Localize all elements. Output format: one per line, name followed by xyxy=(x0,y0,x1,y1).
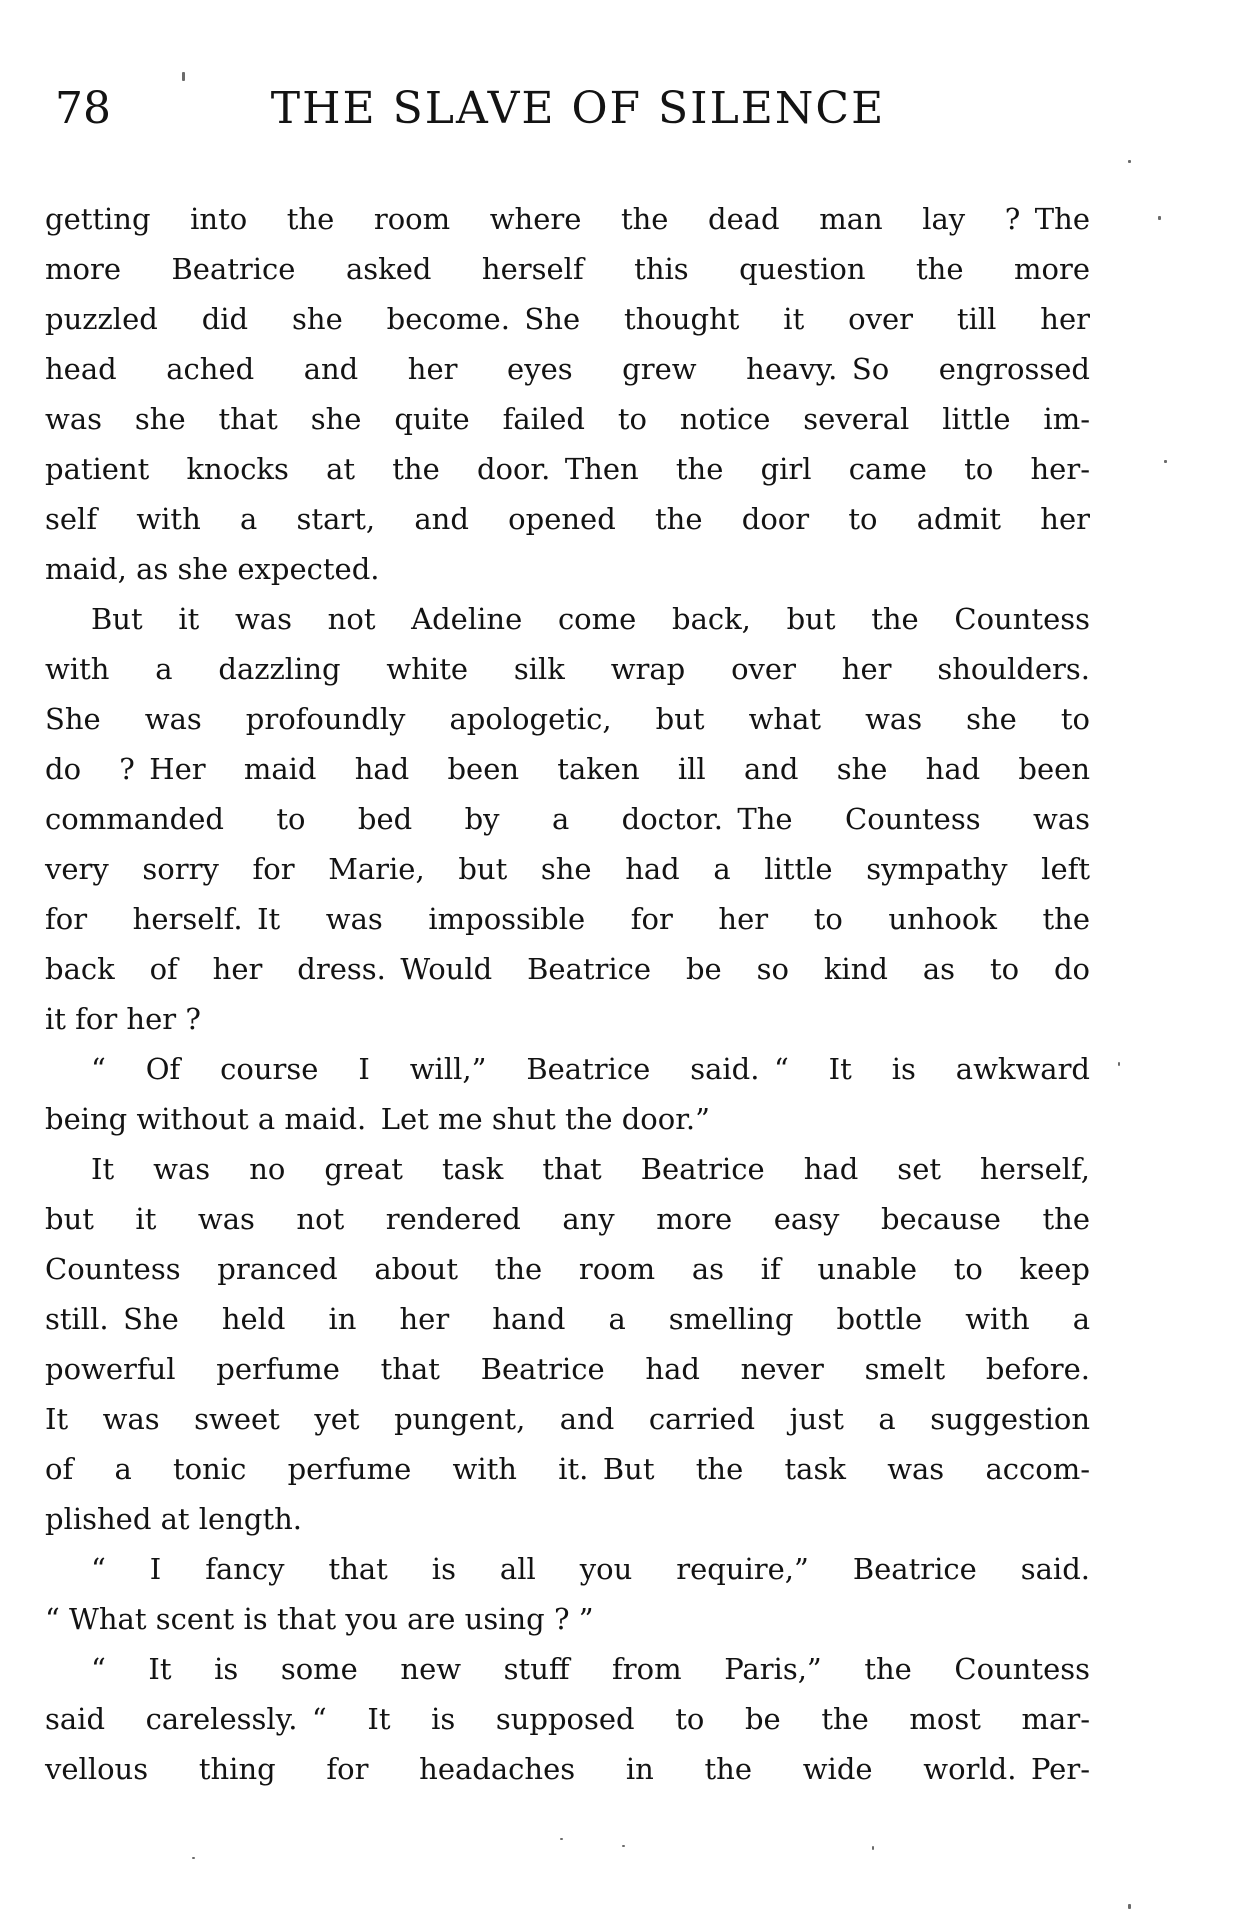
page-header xyxy=(0,83,1250,136)
text-line: it for her ? xyxy=(45,1002,201,1036)
scan-speck xyxy=(1118,1062,1120,1066)
text-line: “ What scent is that you are using ? ” xyxy=(45,1602,594,1636)
text-line: Countess pranced about the room as if unable to keep xyxy=(45,1252,1090,1286)
text-line: plished at length. xyxy=(45,1502,303,1536)
text-line: vellous thing for headaches in the wide world. Per- xyxy=(45,1752,1090,1786)
text-line: more Beatrice asked herself this question the more xyxy=(45,252,1090,286)
text-line: very sorry for Marie, but she had a little sympathy left xyxy=(45,852,1090,886)
text-line: powerful perfume that Beatrice had never smelt before. xyxy=(45,1352,1090,1386)
scan-speck xyxy=(560,1838,563,1840)
text-block xyxy=(45,194,1090,1794)
scan-speck xyxy=(872,1846,874,1850)
text-line: puzzled did she become. She thought it over till her xyxy=(45,302,1090,336)
text-line: getting into the room where the dead man lay ? The xyxy=(45,202,1090,236)
scan-speck xyxy=(1164,460,1167,463)
text-line: commanded to bed by a doctor. The Countess was xyxy=(45,802,1090,836)
text-line: patient knocks at the door. Then the girl came to her- xyxy=(45,452,1090,486)
page-number: 78 xyxy=(55,83,111,134)
text-line: back of her dress. Would Beatrice be so kind as to do xyxy=(45,952,1090,986)
text-line: “ It is some new stuff from Paris,” the Countess xyxy=(91,1652,1090,1686)
text-line: still. She held in her hand a smelling bottle with a xyxy=(45,1302,1090,1336)
text-line: It was no great task that Beatrice had set herself, xyxy=(91,1152,1090,1186)
text-line: was she that she quite failed to notice several little im- xyxy=(45,402,1090,436)
scan-speck xyxy=(1158,216,1161,220)
text-line: of a tonic perfume with it. But the task was accom- xyxy=(45,1452,1090,1486)
text-line: but it was not rendered any more easy because the xyxy=(45,1202,1090,1236)
text-line: “ Of course I will,” Beatrice said. “ It is awkward xyxy=(91,1052,1090,1086)
scan-speck xyxy=(182,72,185,81)
text-line: said carelessly. “ It is supposed to be the most mar- xyxy=(45,1702,1090,1736)
scan-speck xyxy=(1128,1904,1131,1909)
text-line: for herself. It was impossible for her to unhook the xyxy=(45,902,1090,936)
text-line: maid, as she expected. xyxy=(45,552,380,586)
text-line: with a dazzling white silk wrap over her shoulders. xyxy=(45,652,1090,686)
text-line: But it was not Adeline come back, but the Countess xyxy=(91,602,1090,636)
text-line: “ I fancy that is all you require,” Beatrice said. xyxy=(91,1552,1090,1586)
text-line: It was sweet yet pungent, and carried just a suggestion xyxy=(45,1402,1090,1436)
text-line: self with a start, and opened the door to admit her xyxy=(45,502,1090,536)
scan-speck xyxy=(622,1845,625,1847)
text-line: head ached and her eyes grew heavy. So engrossed xyxy=(45,352,1090,386)
text-line: She was profoundly apologetic, but what was she to xyxy=(45,702,1090,736)
scan-speck xyxy=(192,1857,195,1859)
text-line: being without a maid. Let me shut the door.” xyxy=(45,1102,710,1136)
running-title: THE SLAVE OF SILENCE xyxy=(270,83,886,134)
text-line: do ? Her maid had been taken ill and she had been xyxy=(45,752,1090,786)
scan-speck xyxy=(1128,160,1131,163)
